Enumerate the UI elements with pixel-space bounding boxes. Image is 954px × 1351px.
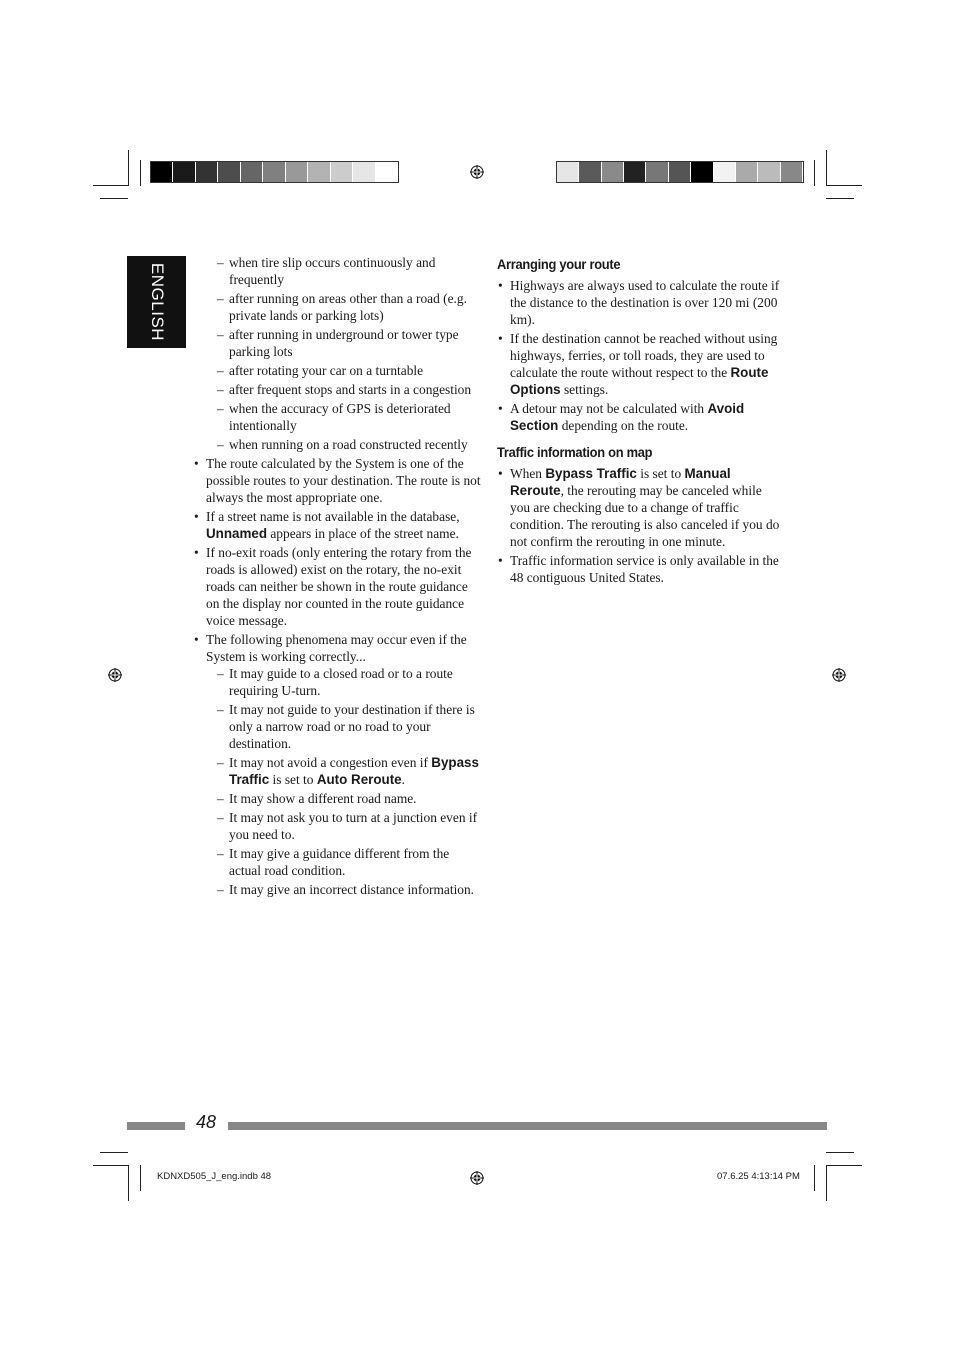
color-swatch [714,162,736,182]
print-timestamp: 07.6.25 4:13:14 PM [717,1171,800,1182]
section-heading-arranging-route: Arranging your route [497,256,621,272]
crop-mark [100,198,128,199]
color-swatch [646,162,668,182]
traffic-list [497,465,782,586]
color-swatch [196,162,218,182]
crop-mark [826,198,854,199]
crop-mark [826,150,827,186]
crop-mark [826,1152,854,1153]
color-swatch [691,162,713,182]
color-swatch [579,162,601,182]
color-swatch [669,162,691,182]
color-swatch [736,162,758,182]
notes-list [193,455,483,898]
list-item: • A detour may not be calculated with Avoid Section depending on the route. [497,400,782,434]
color-swatch [286,162,308,182]
phenomena-list [206,665,483,898]
color-swatch [758,162,780,182]
list-item: • Highways are always used to calculate the route if the distance to the destination is over 120 mi (200 km). [497,277,782,328]
language-tab-label: ENGLISH [147,262,167,342]
color-swatch [241,162,263,182]
color-swatch [151,162,173,182]
color-calibration-strip-left [150,161,399,183]
conditions-list [193,254,483,453]
list-item: – after running in underground or tower type parking lots [193,326,483,360]
list-item: – after running on areas other than a road (e.g. private lands or parking lots) [193,290,483,324]
color-swatch [602,162,624,182]
registration-mark-icon [470,165,484,179]
left-column [193,254,483,900]
list-item: – It may not avoid a congestion even if Bypass Traffic is set to Auto Reroute. [206,754,483,788]
crop-mark [128,150,129,186]
crop-mark [814,160,815,186]
list-item: – It may give a guidance different from the actual road condition. [206,845,483,879]
keyword-unnamed: Unnamed [206,526,268,541]
section-heading-traffic-info: Traffic information on map [497,444,653,460]
list-item: • The route calculated by the System is one of the possible routes to your destination. The route is not always the most appropriate one. [193,455,483,506]
list-item: • If the destination cannot be reached without using highways, ferries, or toll roads, they are used to calculate the route without respect to the Route Options settings. [497,330,782,398]
color-swatch [624,162,646,182]
crop-mark [814,1165,815,1191]
registration-mark-icon [832,668,846,682]
crop-mark [100,1152,128,1153]
list-item: – It may not guide to your destination if there is only a narrow road or no road to your destination. [206,701,483,752]
keyword-avoid-section: Avoid Section [510,401,745,433]
right-column [497,256,782,588]
color-swatch [353,162,375,182]
list-item: • The following phenomena may occur even if the System is working correctly... – It may guide to a closed road or to a route requiring U-turn. – It may not guide to your destination if there is only a narrow road or no road to your destination. – It may not avoid a congestion even if Bypass Traffic is set to Auto Reroute. – It may show a different road name. – It may not ask you to turn at a junction even if you need to. – It may give a guidance different from the actual road condition. – It may give an incorrect distance information. [193,631,483,898]
crop-mark [93,185,129,186]
list-item: – when the accuracy of GPS is deteriorated intentionally [193,400,483,434]
list-item: – It may show a different road name. [206,790,483,807]
color-swatch [308,162,330,182]
list-item: – when running on a road constructed recently [193,436,483,453]
color-swatch [218,162,240,182]
list-item: • If no-exit roads (only entering the rotary from the roads is allowed) exist on the rotary, the no-exit roads can neither be shown in the route guidance on the display nor counted in the route guidance voice message. [193,544,483,629]
crop-mark [826,1165,862,1166]
list-item: – when tire slip occurs continuously and frequently [193,254,483,288]
list-item: • When Bypass Traffic is set to Manual Reroute, the rerouting may be canceled while you are checking due to a change of traffic condition. The rerouting is also canceled if you do not confirm the rerouting in one minute. [497,465,782,550]
page-number: 48 [196,1112,217,1132]
list-item: – It may not ask you to turn at a junction even if you need to. [206,809,483,843]
keyword-bypass-traffic: Bypass Traffic [545,466,637,481]
list-item: • If a street name is not available in the database, Unnamed appears in place of the street name. [193,508,483,542]
print-file-name: KDNXD505_J_eng.indb 48 [157,1171,272,1182]
arranging-list [497,277,782,434]
footer-rule-right [228,1122,827,1130]
keyword-auto-reroute: Auto Reroute [316,772,402,787]
crop-mark [128,1165,129,1201]
crop-mark [826,1165,827,1201]
list-item: – It may give an incorrect distance information. [206,881,483,898]
crop-mark [140,160,141,186]
keyword-route-options: Route Options [510,365,769,397]
color-swatch [557,162,579,182]
list-item: – after frequent stops and starts in a congestion [193,381,483,398]
registration-mark-icon [108,668,122,682]
keyword-manual-reroute: Manual Reroute [510,466,731,498]
registration-mark-icon [470,1171,484,1185]
keyword-bypass-traffic: Bypass Traffic [229,755,479,787]
color-swatch [781,162,803,182]
language-tab [127,256,186,348]
crop-mark [140,1165,141,1191]
crop-mark [826,185,862,186]
color-swatch [376,162,398,182]
list-item: • Traffic information service is only available in the 48 contiguous United States. [497,552,782,586]
color-swatch [173,162,195,182]
crop-mark [93,1165,129,1166]
color-calibration-strip-right [556,161,804,183]
footer-rule-left [127,1122,185,1130]
color-swatch [331,162,353,182]
list-item: – It may guide to a closed road or to a route requiring U-turn. [206,665,483,699]
color-swatch [263,162,285,182]
list-item: – after rotating your car on a turntable [193,362,483,379]
